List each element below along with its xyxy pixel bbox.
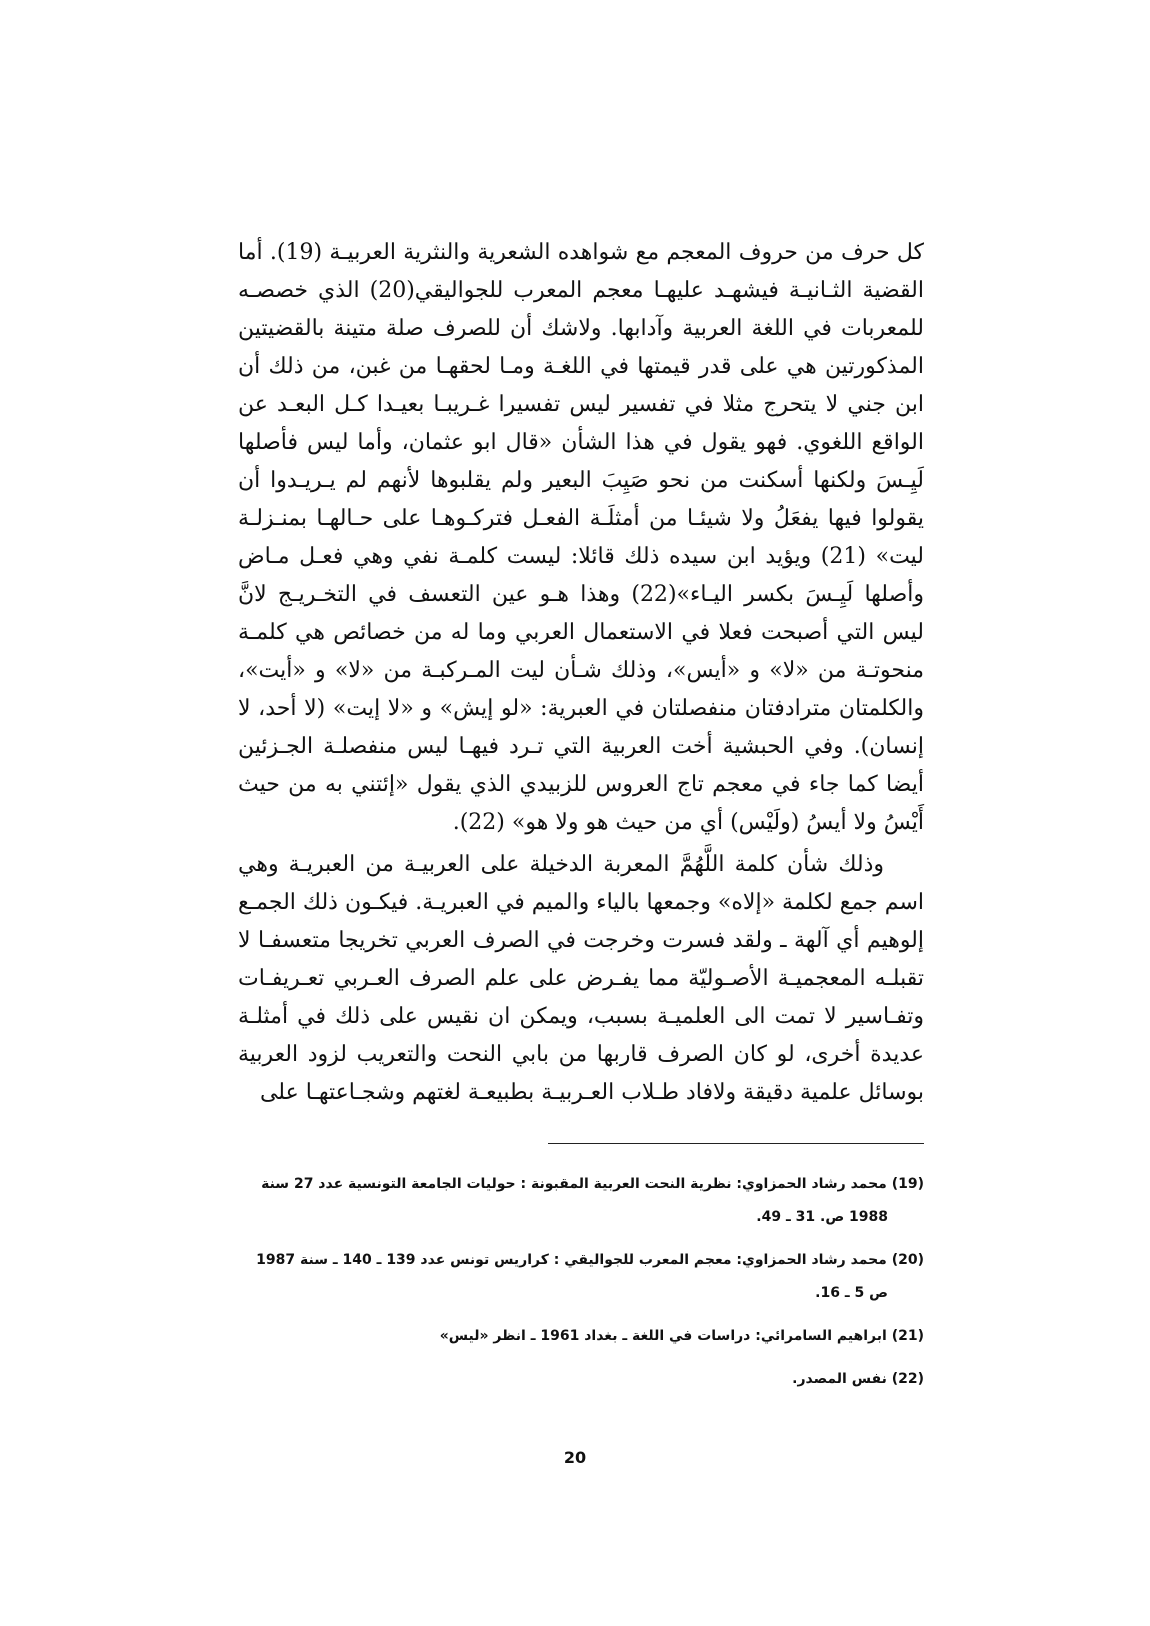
paragraph-2: وذلك شأن كلمة اللَّهُمَّ المعربة الدخيلة على العربيـة من العبريـة وهي اسم جمع لكلمة «إلاه» وجمعها بالياء والميم في العبريـة. فيكـون ذلك الجمـع إلوهيم أي آلهة ـ ولقد فسرت وخرجت في الصرف العربي تخريجا متعسفـا لا تقبلـه المعجميـة الأصـوليّة مما يفـرض على علم الصرف العـربي تعـريفـات وتفـاسير لا تمت الى العلميـة بسبب، ويمكن ان نقيس على ذلك في أمثلـة عديدة أخرى، لو كان الصرف قاربها من بابي النحت والتعريب لزود العربية بوسائل علمية دقيقة ولافاد طـلاب العـربيـة بطبيعـة لغتهم وشجـاعتهـا على xyxy=(238,852,924,1105)
footnote-21: (21) ابراهيم السامرائي: دراسات في اللغة ـ بغداد 1961 ـ انظر «ليس» xyxy=(439,1328,924,1344)
footnotes xyxy=(238,1168,924,1406)
footnote-19: (19) محمد رشاد الحمزاوي: نظرية النحت العربية المقبونة : حوليات الجامعة التونسية عدد 27 سنة 1988 ص. 31 ـ 49. xyxy=(261,1176,924,1225)
main-text xyxy=(238,234,924,1112)
footnote-separator xyxy=(548,1143,924,1144)
page-number: 20 xyxy=(563,1448,587,1467)
footnote-20: (20) محمد رشاد الحمزاوي: معجم المعرب للجواليقي : كراريس تونس عدد 139 ـ 140 ـ سنة 1987 ص 5 ـ 16. xyxy=(256,1252,924,1301)
paragraph-1: كل حرف من حروف المعجم مع شواهده الشعرية والنثرية العربيـة (19). أما القضية الثـانيـة فيشهـد عليهـا معجم المعرب للجواليقي(20) الذي خصصـه للمعربات في اللغة العربية وآدابها. ولاشك أن للصرف صلة متينة بالقضيتين المذكورتين هي على قدر قيمتها في اللغـة ومـا لحقهـا من غبن، من ذلك أن ابن جني لا يتحرج مثلا في تفسير ليس تفسيرا غـريبـا بعيـدا كـل البعـد عن الواقع اللغوي. فهو يقول في هذا الشأن «قال ابو عثمان، وأما ليس فأصلها لَيِـسَ ولكنها أسكنت من نحو صَيِبَ البعير ولم يقلبوها لأنهم لم يـريـدوا أن يقولوا فيها يفعَلُ ولا شيئـا من أمثلَـة الفعـل فتركـوهـا على حـالهـا بمنـزلـة ليت» (21) ويؤيد ابن سيده ذلك قائلا: ليست كلمـة نفي وهي فعـل مـاض وأصلها لَيِـسَ بكسر اليـاء»(22) وهذا هـو عين التعسف في التخـريـج لانَّ ليس التي أصبحت فعلا في الاستعمال العربي وما له من خصائص هي كلمـة منحوتـة من «لا» و «أيس»، وذلك شـأن ليت المـركبـة من «لا» و «أيت»، والكلمتان مترادفتان منفصلتان في العبرية: «لو إيش» و «لا إيت» (لا أحد، لا إنسان). وفي الحبشية أخت العربية التي تـرد فيهـا ليس منفصلـة الجـزئين أيضا كما جاء في معجم تاج العروس للزبيدي الذي يقول «إئتني به من حيث أَيْسُ ولا أيسُ (ولَيْس) أي من حيث هو ولا هو» (22). xyxy=(238,240,925,835)
footnote-22: (22) نفس المصدر. xyxy=(792,1371,924,1387)
